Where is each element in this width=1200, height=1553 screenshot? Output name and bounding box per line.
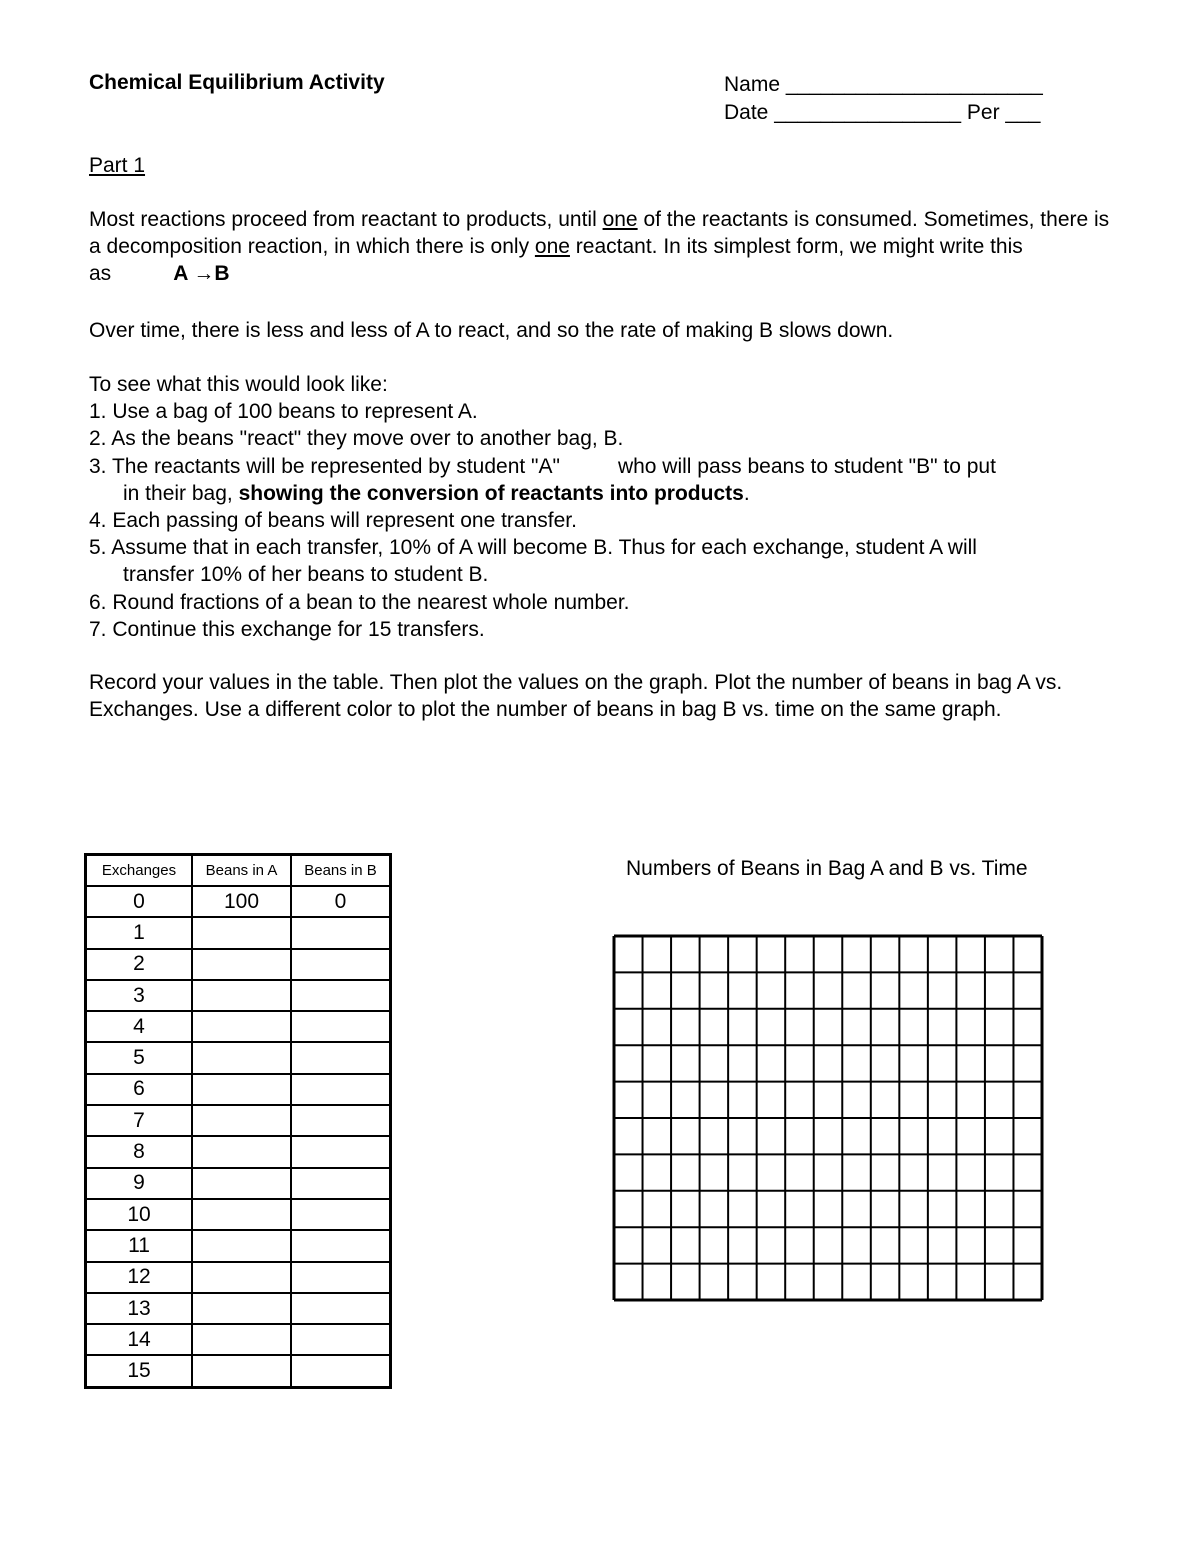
step-3-cont: in their bag, showing the conversion of reactants into products. — [123, 481, 750, 505]
table-row — [86, 1105, 391, 1136]
procedure-steps — [89, 371, 1119, 643]
cell-beans-b[interactable] — [291, 949, 391, 980]
table-row — [86, 1262, 391, 1293]
cell-beans-b[interactable] — [291, 1136, 391, 1167]
cell-beans-a[interactable] — [192, 1230, 291, 1261]
cell-exchange: 8 — [86, 1136, 193, 1167]
intro-paragraph: Most reactions proceed from reactant to products, until one of the reactants is consumed. Sometimes, there is a decomposition reaction, in which there is only one reactant. In its simplest form, we might write this as A →B — [89, 208, 1110, 285]
step-7: 7. Continue this exchange for 15 transfers. — [89, 617, 485, 641]
cell-exchange: 0 — [86, 886, 193, 917]
col-header-beans-b: Beans in B — [291, 855, 391, 887]
cell-beans-a[interactable]: 100 — [192, 886, 291, 917]
name-field[interactable]: Name ______________________ — [724, 73, 1043, 96]
step-3: 3. The reactants will be represented by student "A" who will pass beans to student "B" to put — [89, 454, 996, 478]
table-row — [86, 1324, 391, 1355]
cell-beans-a[interactable] — [192, 1324, 291, 1355]
cell-beans-a[interactable] — [192, 1074, 291, 1105]
reaction-equation: A →B — [173, 262, 230, 285]
cell-exchange: 12 — [86, 1262, 193, 1293]
step-2: 2. As the beans "react" they move over to another bag, B. — [89, 427, 624, 451]
rate-paragraph: Over time, there is less and less of A to react, and so the rate of making B slows down. — [89, 319, 894, 342]
cell-beans-a[interactable] — [192, 1199, 291, 1230]
cell-exchange: 3 — [86, 980, 193, 1011]
cell-beans-b[interactable] — [291, 1074, 391, 1105]
cell-beans-b[interactable] — [291, 1355, 391, 1387]
table-row — [86, 980, 391, 1011]
table-row — [86, 1042, 391, 1073]
cell-beans-a[interactable] — [192, 917, 291, 948]
cell-beans-a[interactable] — [192, 949, 291, 980]
table-row — [86, 1168, 391, 1199]
cell-beans-b[interactable] — [291, 980, 391, 1011]
step-4: 4. Each passing of beans will represent one transfer. — [89, 509, 577, 533]
cell-beans-a[interactable] — [192, 1262, 291, 1293]
cell-exchange: 1 — [86, 917, 193, 948]
cell-beans-b[interactable]: 0 — [291, 886, 391, 917]
cell-beans-b[interactable] — [291, 1105, 391, 1136]
table-row — [86, 1136, 391, 1167]
name-date-fields — [724, 71, 1043, 127]
cell-beans-b[interactable] — [291, 1011, 391, 1042]
part-heading: Part 1 — [89, 154, 146, 177]
step-1: 1. Use a bag of 100 beans to represent A. — [89, 400, 478, 424]
bean-data-table — [84, 853, 392, 1389]
table-row — [86, 1074, 391, 1105]
table-row — [86, 917, 391, 948]
cell-exchange: 11 — [86, 1230, 193, 1261]
step-5-cont: transfer 10% of her beans to student B. — [123, 563, 489, 587]
cell-beans-a[interactable] — [192, 1105, 291, 1136]
table-row — [86, 949, 391, 980]
table-row — [86, 1011, 391, 1042]
steps-intro: To see what this would look like: — [89, 373, 388, 396]
cell-beans-b[interactable] — [291, 1042, 391, 1073]
table-row — [86, 1230, 391, 1261]
cell-exchange: 5 — [86, 1042, 193, 1073]
cell-exchange: 14 — [86, 1324, 193, 1355]
cell-beans-a[interactable] — [192, 1168, 291, 1199]
date-period-field[interactable]: Date ________________ Per ___ — [724, 101, 1041, 124]
cell-beans-a[interactable] — [192, 1011, 291, 1042]
cell-beans-a[interactable] — [192, 1293, 291, 1324]
step-6: 6. Round fractions of a bean to the nearest whole number. — [89, 590, 630, 614]
cell-beans-b[interactable] — [291, 1293, 391, 1324]
cell-beans-b[interactable] — [291, 1168, 391, 1199]
cell-exchange: 15 — [86, 1355, 193, 1387]
cell-exchange: 2 — [86, 949, 193, 980]
cell-exchange: 7 — [86, 1105, 193, 1136]
col-header-exchanges: Exchanges — [86, 855, 193, 887]
cell-beans-a[interactable] — [192, 980, 291, 1011]
cell-beans-b[interactable] — [291, 1199, 391, 1230]
table-row — [86, 1199, 391, 1230]
cell-beans-a[interactable] — [192, 1355, 291, 1387]
cell-beans-a[interactable] — [192, 1042, 291, 1073]
cell-beans-b[interactable] — [291, 1230, 391, 1261]
cell-beans-b[interactable] — [291, 1324, 391, 1355]
cell-exchange: 10 — [86, 1199, 193, 1230]
table-row — [86, 1293, 391, 1324]
instructions-paragraph: Record your values in the table. Then plot the values on the graph. Plot the number of beans in bag A vs. Exchanges. Use a different color to plot the number of beans in bag B vs. time on the same graph. — [89, 671, 1063, 721]
cell-beans-a[interactable] — [192, 1136, 291, 1167]
worksheet-title: Chemical Equilibrium Activity — [89, 71, 385, 94]
cell-beans-b[interactable] — [291, 1262, 391, 1293]
table-row — [86, 886, 391, 917]
cell-exchange: 6 — [86, 1074, 193, 1105]
cell-exchange: 13 — [86, 1293, 193, 1324]
cell-exchange: 9 — [86, 1168, 193, 1199]
blank-graph-grid[interactable] — [612, 934, 1044, 1302]
col-header-beans-a: Beans in A — [192, 855, 291, 887]
graph-title: Numbers of Beans in Bag A and B vs. Time — [626, 857, 1028, 880]
table-header-row — [86, 855, 391, 887]
table-row — [86, 1355, 391, 1387]
cell-beans-b[interactable] — [291, 917, 391, 948]
cell-exchange: 4 — [86, 1011, 193, 1042]
step-5: 5. Assume that in each transfer, 10% of A will become B. Thus for each exchange, student A will — [89, 536, 977, 560]
